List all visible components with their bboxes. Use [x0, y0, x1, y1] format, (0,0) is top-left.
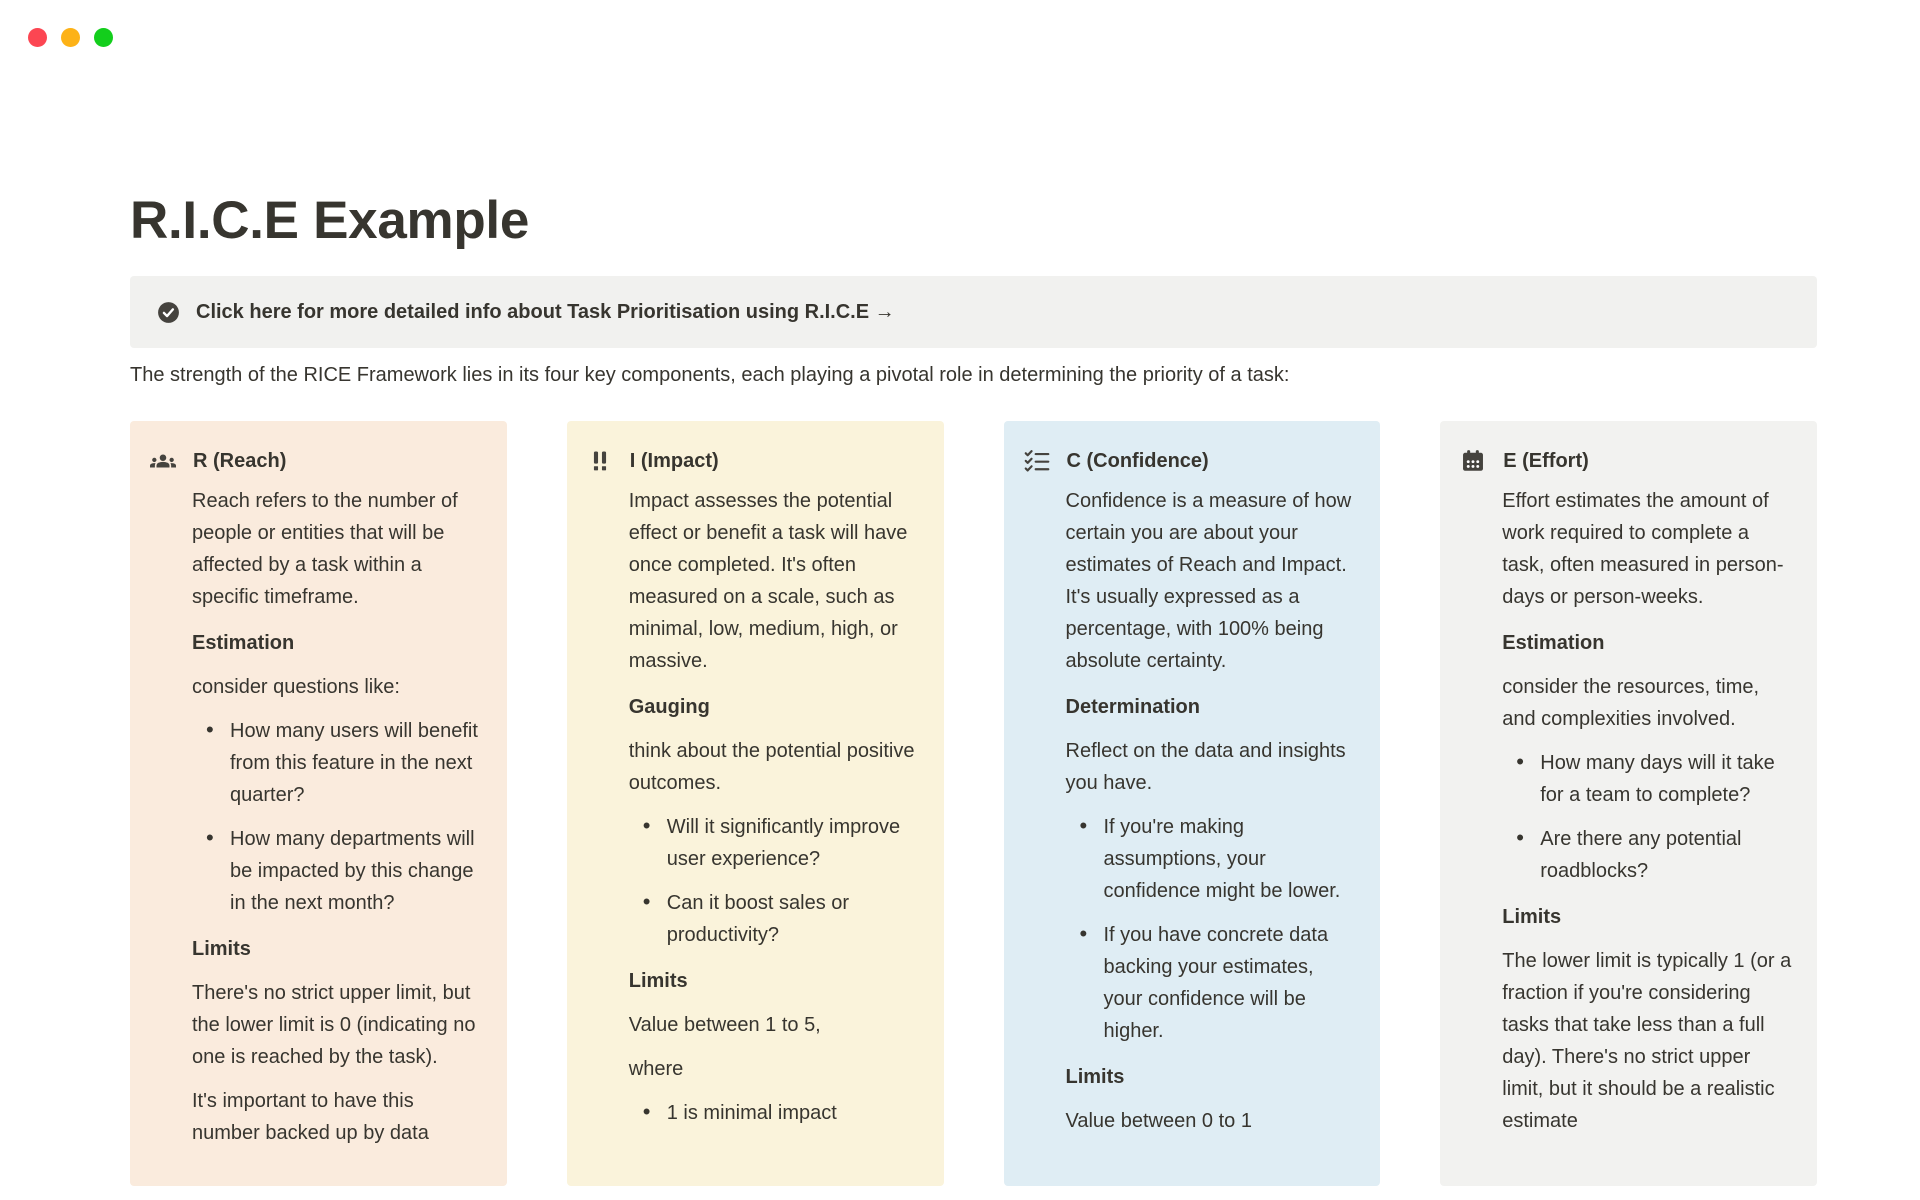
check-circle-icon [156, 300, 181, 325]
card-body [629, 485, 920, 1129]
card-paragraph: Reach refers to the number of people or entities that will be affected by a task within a specific timeframe. [192, 490, 458, 608]
card-header [587, 445, 920, 477]
card-paragraph: It's important to have this number backed up by data [192, 1090, 429, 1144]
card-bullet: • How many departments will be impacted by this change in the next month? [230, 823, 483, 919]
card-paragraph: There's no strict upper limit, but the lower limit is 0 (indicating no one is reached by the task). [192, 982, 476, 1068]
card-subhead: Determination [1065, 696, 1200, 718]
card-subhead: Estimation [1502, 632, 1605, 654]
card-bullet: • How many days will it take for a team to complete? [1540, 747, 1793, 811]
card-bullet: • Are there any potential roadblocks? [1540, 823, 1793, 887]
card-paragraph: Impact assesses the potential effect or benefit a task will have once completed. It's often measured on a scale, such as minimal, low, medium, high, or massive. [628, 490, 908, 672]
card-bullet: • Can it boost sales or productivity? [667, 887, 920, 951]
card-bullet-list [1502, 747, 1793, 887]
minimize-button[interactable] [61, 28, 80, 47]
card-paragraph: Value between 1 to 5, [628, 1014, 821, 1036]
card-bullet: • If you have concrete data backing your estimates, your confidence will be higher. [1104, 919, 1357, 1047]
card-body [192, 485, 483, 1149]
close-button[interactable] [28, 28, 47, 47]
callout-link-banner[interactable] [130, 276, 1817, 348]
window-controls [28, 28, 113, 47]
card-paragraph: think about the potential positive outcomes. [628, 740, 915, 794]
card-paragraph: Confidence is a measure of how certain you are about your estimates of Reach and Impact. It's usually expressed as a percentage, with 100% being absolute certainty. [1065, 490, 1352, 672]
zoom-button[interactable] [94, 28, 113, 47]
intro-paragraph: The strength of the RICE Framework lies in its four key components, each playing a pivotal role in determining the priority of a task: [130, 364, 1290, 386]
people-group-icon [150, 448, 176, 474]
card-title: I (Impact) [629, 449, 719, 472]
card-paragraph: Value between 0 to 1 [1065, 1110, 1252, 1132]
card-subhead: Limits [1502, 906, 1562, 928]
callout-text: Click here for more detailed info about Task Prioritisation using R.I.C.E → [196, 301, 895, 323]
card-subhead: Limits [192, 938, 251, 960]
card-effort [1440, 421, 1817, 1186]
card-bullet: • Will it significantly improve user experience? [667, 811, 920, 875]
card-impact [567, 421, 944, 1186]
card-title: C (Confidence) [1066, 449, 1209, 472]
card-body [1502, 485, 1793, 1137]
card-bullet: • 1 is minimal impact [667, 1097, 920, 1129]
card-paragraph: Effort estimates the amount of work required to complete a task, often measured in person-days or person-weeks. [1502, 490, 1784, 608]
card-title: E (Effort) [1503, 449, 1589, 472]
card-confidence [1004, 421, 1381, 1186]
card-subhead: Estimation [192, 632, 295, 654]
card-header [1024, 445, 1357, 477]
card-paragraph: consider the resources, time, and complexities involved. [1502, 676, 1760, 730]
card-bullet: • If you're making assumptions, your confidence might be lower. [1104, 811, 1357, 907]
card-bullet-list [629, 811, 920, 951]
card-paragraph: Reflect on the data and insights you have. [1065, 740, 1346, 794]
card-reach [130, 421, 507, 1186]
card-subhead: Limits [1065, 1066, 1125, 1088]
card-bullet-list [192, 715, 483, 919]
card-paragraph: The lower limit is typically 1 (or a fraction if you're considering tasks that take less than a full day). There's no strict upper limit, but it should be a realistic estimate [1502, 950, 1792, 1132]
card-bullet-list [629, 1097, 920, 1129]
page-title: R.I.C.E Example [130, 191, 530, 250]
card-subhead: Gauging [628, 696, 710, 718]
double-exclamation-icon [587, 448, 613, 474]
card-paragraph: where [628, 1058, 684, 1080]
card-title: R (Reach) [193, 449, 287, 472]
card-paragraph: consider questions like: [192, 676, 400, 698]
card-bullet-list [1066, 811, 1357, 1047]
calendar-icon [1460, 448, 1486, 474]
card-subhead: Limits [628, 970, 688, 992]
card-body [1066, 485, 1357, 1137]
card-header [1460, 445, 1793, 477]
checklist-icon [1024, 448, 1050, 474]
card-bullet: • How many users will benefit from this feature in the next quarter? [230, 715, 483, 811]
card-header [150, 445, 483, 477]
cards-row [130, 421, 1817, 1186]
